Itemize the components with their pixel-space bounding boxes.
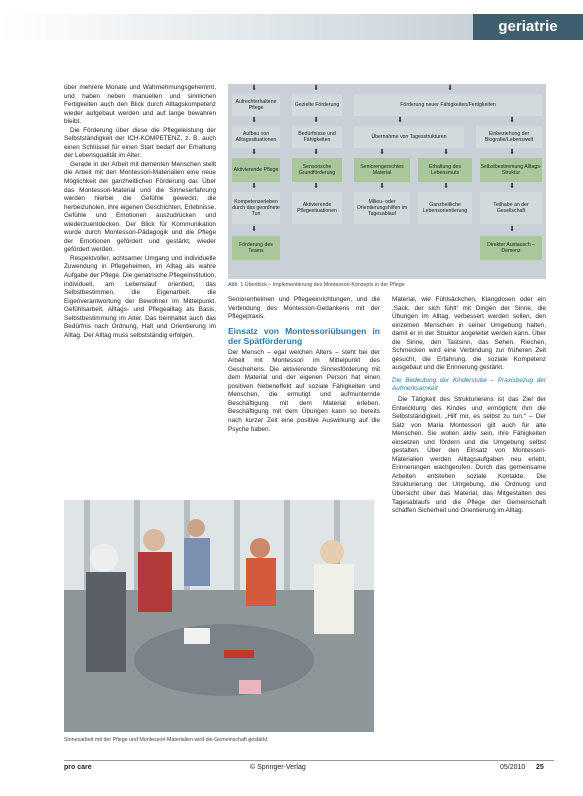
- flow-box: Aufrechterhaltene Pflege: [232, 94, 280, 116]
- right-column: [392, 296, 546, 756]
- arrow-down-icon: ⬇: [509, 149, 515, 156]
- arrow-down-icon: ⬇: [251, 117, 257, 124]
- arrow-down-icon: ⬇: [251, 226, 257, 233]
- footer-issue: 05/2010: [500, 764, 526, 771]
- flow-box: Ganzheitliche Lebensorientierung: [418, 192, 472, 224]
- flow-box: Aufbau von Alltagssituationen: [232, 126, 280, 148]
- left-paragraph-1: über mehrere Monate und Wahrnehmungsgehemmt, und haben neben manuellen und sinnlichen Fertigkeiten auch den Blick durch Alltagskompetenz wieder aufgebaut werden und auf lange bewahren bleibt.: [64, 84, 216, 126]
- right-subheading: Die Bedeutung der Kinderstube – Praxisbezug der Aufmerksamkeit: [392, 376, 546, 393]
- photo-caption: Sinnesarbeit mit der Pflege und Montessori-Materialien wird die Gemeinschaft gestärkt: [64, 737, 268, 743]
- arrow-down-icon: ⬇: [447, 85, 453, 92]
- arrow-down-icon: ⬇: [443, 183, 449, 190]
- flow-box: Sensorische Grundförderung: [292, 158, 342, 182]
- footer-divider: [64, 760, 554, 761]
- footer-publisher: © Springer-Verlag: [250, 764, 306, 771]
- middle-column: [228, 296, 380, 496]
- arrow-down-icon: ⬇: [443, 149, 449, 156]
- right-body: Die Tätigkeit des Strukturierens ist das Ziel der Entwicklung des Kindes und ermöglicht ihm die Selbstständigkeit. „Hilf mir, es selbst zu tun.“ – Der Satz von Maria Montessori gilt auch für alte Menschen. Sie wollen aktiv sein, ihre Fähigkeiten einsetzen und fördern und die Umgebung selbst gestalten. Über den Einsatz von Montessori-Materialien werden Alltagsaufgaben neu erlebt, Erinnerungen wachgerufen. Durch das gemeinsame Arbeiten entstehen soziale Kontakte. Die Strukturierung der Umgebung, die Ordnung und Übersicht über das Material, das Mitgestalten des Tagesablaufs und die Pflege der Gemeinschaft schaffen Sicherheit und Orientierung im Alltag.: [392, 396, 546, 515]
- left-column: [64, 84, 216, 494]
- arrow-down-icon: ⬇: [313, 149, 319, 156]
- flowchart-figure: [228, 84, 546, 279]
- flow-box: Aktivierende Pflegesituationen: [292, 192, 342, 224]
- middle-subheading: Einsatz von Montessoriübungen in der Spätförderung: [228, 325, 380, 346]
- left-paragraph-3: Gerade in der Arbeit mit dementen Menschen stellt die Arbeit mit den Montessori-Materialien eine neue Möglichkeit der ganzheitlichen Förderung dar. Über das Montessori-Material und die Sinneserfahrung werden hierbei die Gefühle geweckt, die herbeizuholen, ihre eigenen Geschichten, Erlebnisse, Gefühle und Emotionen auszudrücken und wiederzuentdecken. Der Blick für Kommunikation wurde durch Montessori-Pädagogik und die Pflege der Emotionen gefördert und gestärkt, wieder gefördert werden.: [64, 160, 216, 254]
- flow-box: Übernahme von Tagesstrukturen: [354, 126, 464, 148]
- arrow-down-icon: ⬇: [379, 149, 385, 156]
- flow-box: Förderung des Teams: [232, 236, 280, 260]
- arrow-down-icon: ⬇: [509, 117, 515, 124]
- flow-box: Einbeziehung der Biografie/Lebenswelt: [476, 126, 542, 148]
- flow-box: Erhaltung des Lebensmuts: [418, 158, 472, 182]
- figure-caption: Abb. 1 Überblick – Implementierung des Montessori-Konzepts in der Pflege: [228, 282, 405, 288]
- arrow-down-icon: ⬇: [313, 183, 319, 190]
- flow-box: Aktivierende Pflege: [232, 158, 280, 182]
- photo-illustration: [64, 500, 374, 732]
- section-header: [0, 14, 583, 40]
- arrow-down-icon: ⬇: [379, 183, 385, 190]
- footer-journal: pro care: [64, 764, 92, 771]
- arrow-down-icon: ⬇: [509, 183, 515, 190]
- left-paragraph-2: Die Förderung über diese die Pflegeleistung der Selbstständigkeit der ICH-KOMPETENZ, z. B. auch einen Schlüssel für einen Start bedarf der Erhaltung der Lebensqualität im Alter.: [64, 126, 216, 160]
- group-photo: [64, 500, 374, 732]
- flow-box: Kompetenzerleben durch das geordnete Tun: [232, 192, 280, 224]
- arrow-down-icon: ⬇: [397, 117, 403, 124]
- flow-box: Selbstbestimmung Alltags-Struktur: [480, 158, 542, 182]
- flow-box: Gezielte Förderung: [292, 94, 342, 116]
- left-paragraph-4: Respektvoller, achtsamer Umgang und individuelle Zuwendung in Pflegeheimen, im Alltag als wahre Aufgabe der Pflege. Die geriatrische Pflegeinstitution, individuell, am Lebenslauf orientiert, das Selbstbestimmen, die Eigenarbeit, die Eigenverantwortung der Bewohner im Mittelpunkt. Gefühlsarbeit, Alltags- und Pflegealltag als Basis, Selbstbestimmung im Alter. Das beinhaltet auch das Bedürfnis nach Ordnung, Halt und Orientierung im Alltag. Der Alltag muss selbstständig erfolgen.: [64, 254, 216, 339]
- arrow-down-icon: ⬇: [313, 85, 319, 92]
- arrow-down-icon: ⬇: [313, 117, 319, 124]
- section-tag: geriatrie: [473, 14, 583, 40]
- middle-paragraph: Seniorenheimen und Pflegeeinrichtungen, und die Verbindung des Montessori-Gedankens mit der Pflegepraxis.: [228, 296, 380, 321]
- flow-box: Seniorengerechtes Material: [354, 158, 410, 182]
- flow-box: Direkter Austausch – Demenz: [480, 236, 542, 260]
- arrow-down-icon: ⬇: [251, 183, 257, 190]
- middle-body: Der Mensch – egal welchen Alters – steht bei der Arbeit mit Montessori im Mittelpunkt des Geschehens. Die aktivierende Sinnesförderung mit dem Material und der eigenen Person hat einen positiven Nebeneffekt auf soziale Fähigkeiten und Menschen, die ermutigt und aufmunternde Beschäftigung mit dem Material erleben. Beschäftigung mit dem Übungen kann so bereits nach kurzer Zeit eine positive Auswirkung auf die Psyche haben.: [228, 348, 380, 433]
- flow-box: Förderung neuer Fähigkeiten/Fertigkeiten: [354, 94, 542, 116]
- arrow-down-icon: ⬇: [509, 226, 515, 233]
- right-top-paragraph: Material, wie Fühlsäckchen, Klangdosen oder ein ,Sack, der sich fühlt' mit Dingen der Sinne, die Übungen im Alltag, verbessert werden sollen, den einzelnen Menschen in seiner Umgebung halten, damit er in der Struktur angeleitet werden kann. Über die Sinne, den Tastsinn, das Sehen, Riechen, Schmecken wird eine Verbindung zur früheren Zeit gesucht, die Erfahrung, die soziale Kompetenz ausgebaut und die Erinnerung gestärkt.: [392, 296, 546, 372]
- arrow-down-icon: ⬇: [251, 149, 257, 156]
- flow-box: Milieu- oder Orientierungshilfen im Tagesablauf: [354, 192, 410, 224]
- flow-box: Teilhabe an der Gesellschaft: [480, 192, 542, 224]
- footer-page-number: 25: [536, 764, 544, 771]
- arrow-down-icon: ⬇: [251, 85, 257, 92]
- flow-box: Bedürfnisse und Fähigkeiten: [292, 126, 342, 148]
